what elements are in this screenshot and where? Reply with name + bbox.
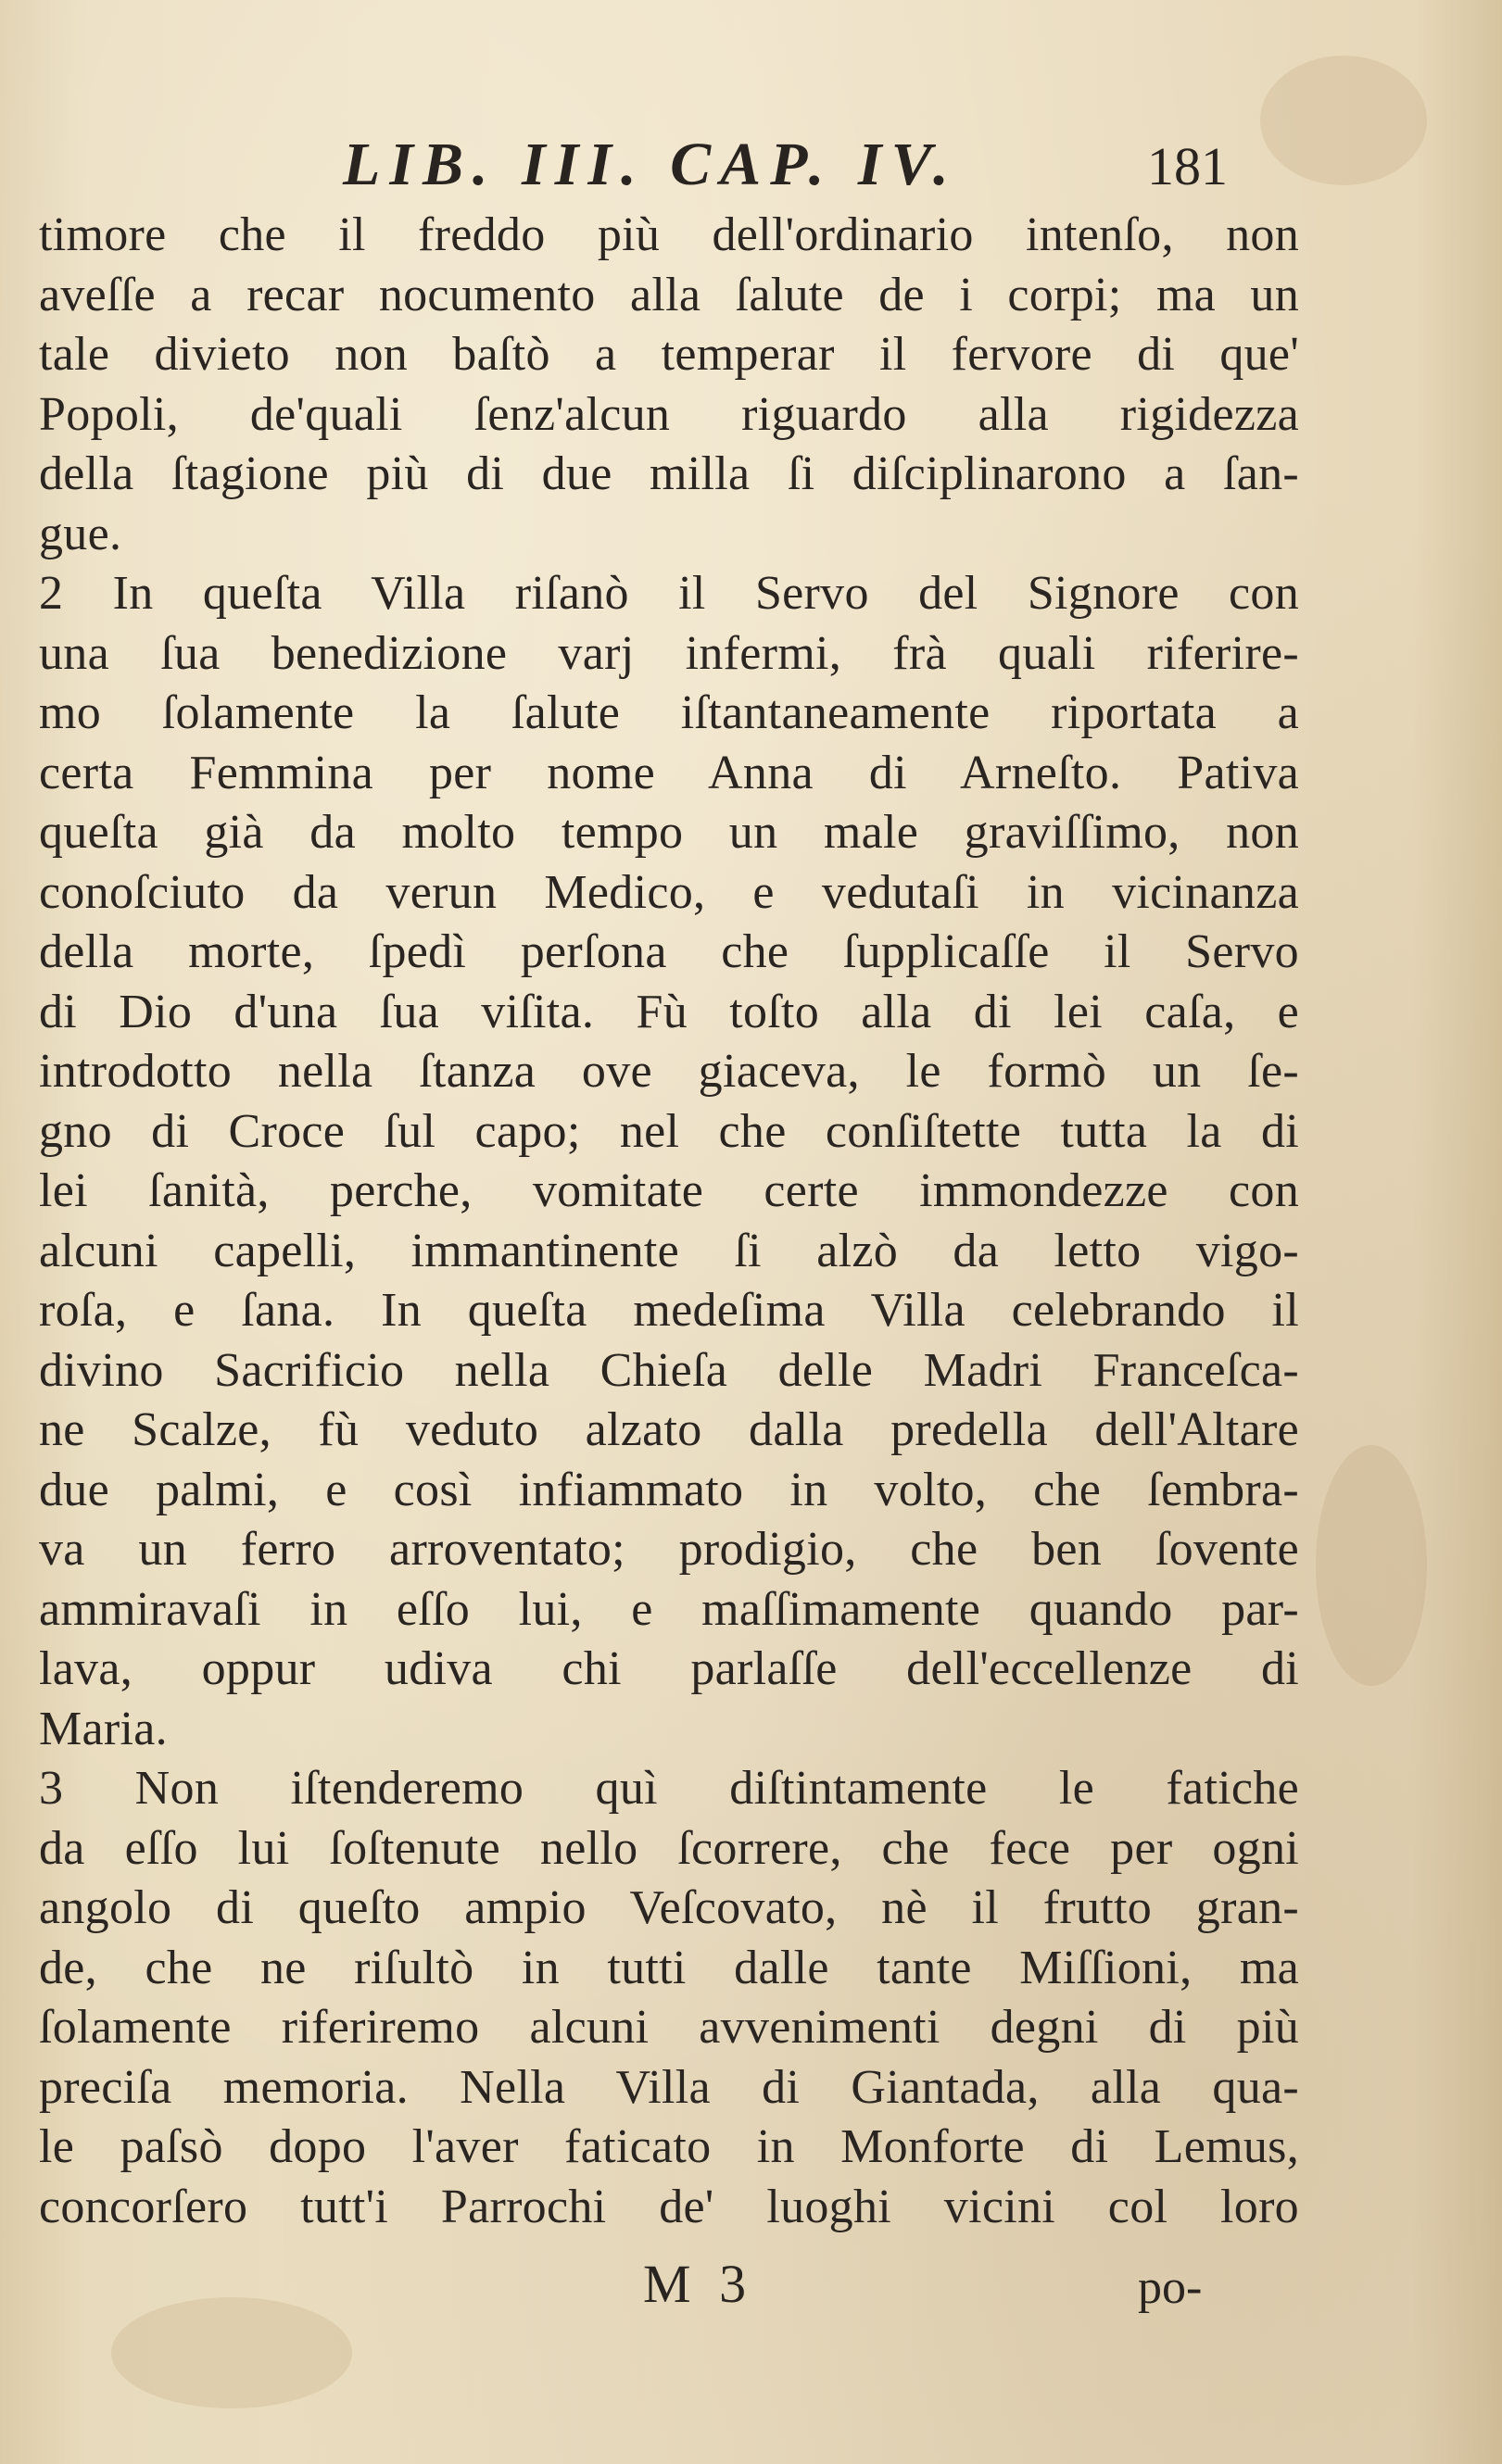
body-text bbox=[39, 206, 1299, 2237]
text-line: della morte, ſpedì perſona che ſupplicaſſe il Servo bbox=[39, 925, 1299, 978]
text-line: alcuni capelli, immantinente ſi alzò da letto vigo- bbox=[39, 1224, 1299, 1277]
text-line: angolo di queſto ampio Veſcovato, nè il frutto gran- bbox=[39, 1881, 1299, 1934]
text-line: gue. bbox=[39, 507, 122, 560]
running-title: LIB. III. CAP. IV. bbox=[343, 131, 958, 198]
text-line: roſa, e ſana. In queſta medeſima Villa celebrando il bbox=[39, 1284, 1299, 1337]
text-line: va un ferro arroventato; prodigio, che ben ſovente bbox=[39, 1523, 1299, 1576]
text-line: ne Scalze, fù veduto alzato dalla predella dell'Altare bbox=[39, 1403, 1299, 1456]
page-header bbox=[0, 130, 1502, 213]
text-line: gno di Croce ſul capo; nel che conſiſtette tutta la di bbox=[39, 1104, 1299, 1158]
text-line: ſolamente riferiremo alcuni avvenimenti degni di più bbox=[39, 2001, 1299, 2054]
text-line: timore che il freddo più dell'ordinario intenſo, non bbox=[39, 208, 1299, 261]
text-line: ammiravaſi in eſſo lui, e maſſimamente quando par- bbox=[39, 1582, 1299, 1636]
text-line: della ſtagione più di due milla ſi diſciplinarono a ſan- bbox=[39, 447, 1299, 500]
text-line: 2 In queſta Villa riſanò il Servo del Signore con bbox=[39, 567, 1299, 620]
text-line: conoſciuto da verun Medico, e vedutaſi in vicinanza bbox=[39, 865, 1299, 919]
text-line: una ſua benedizione varj infermi, frà quali riferire- bbox=[39, 626, 1299, 680]
text-line: tale divieto non baſtò a temperar il fervore di que' bbox=[39, 328, 1299, 381]
text-line: aveſſe a recar nocumento alla ſalute de i corpi; ma un bbox=[39, 268, 1299, 321]
text-line: queſta già da molto tempo un male graviſſimo, non bbox=[39, 806, 1299, 859]
text-line: lava, oppur udiva chi parlaſſe dell'eccellenze di bbox=[39, 1642, 1299, 1695]
text-line: preciſa memoria. Nella Villa di Giantada, alla qua- bbox=[39, 2060, 1299, 2114]
paper-stain bbox=[1316, 1445, 1427, 1686]
text-line: da eſſo lui ſoſtenute nello ſcorrere, che fece per ogni bbox=[39, 1821, 1299, 1875]
text-line: le paſsò dopo l'aver faticato in Monforte di Lemus, bbox=[39, 2120, 1299, 2173]
page-number: 181 bbox=[1147, 136, 1228, 196]
text-line: lei ſanità, perche, vomitate certe immondezze con bbox=[39, 1164, 1299, 1217]
text-line: Popoli, de'quali ſenz'alcun riguardo alla rigidezza bbox=[39, 387, 1299, 441]
text-line: 3 Non iſtenderemo quì diſtintamente le fatiche bbox=[39, 1762, 1299, 1815]
text-line: introdotto nella ſtanza ove giaceva, le formò un ſe- bbox=[39, 1045, 1299, 1098]
text-line: divino Sacrificio nella Chieſa delle Madri Franceſca- bbox=[39, 1343, 1299, 1397]
text-line: de, che ne riſultò in tutti dalle tante Miſſioni, ma bbox=[39, 1941, 1299, 1994]
signature-mark: M 3 bbox=[643, 2254, 754, 2314]
text-line: concorſero tutt'i Parrochi de' luoghi vicini col loro bbox=[39, 2180, 1299, 2233]
text-line: di Dio d'una ſua viſita. Fù toſto alla di lei caſa, e bbox=[39, 985, 1299, 1038]
text-line: certa Femmina per nome Anna di Arneſto. Pativa bbox=[39, 746, 1299, 799]
page-footer bbox=[0, 2253, 1502, 2327]
text-line: mo ſolamente la ſalute iſtantaneamente riportata a bbox=[39, 686, 1299, 739]
text-line: Maria. bbox=[39, 1702, 168, 1755]
text-line: due palmi, e così infiammato in volto, che ſembra- bbox=[39, 1463, 1299, 1516]
catchword: po- bbox=[1138, 2261, 1203, 2314]
